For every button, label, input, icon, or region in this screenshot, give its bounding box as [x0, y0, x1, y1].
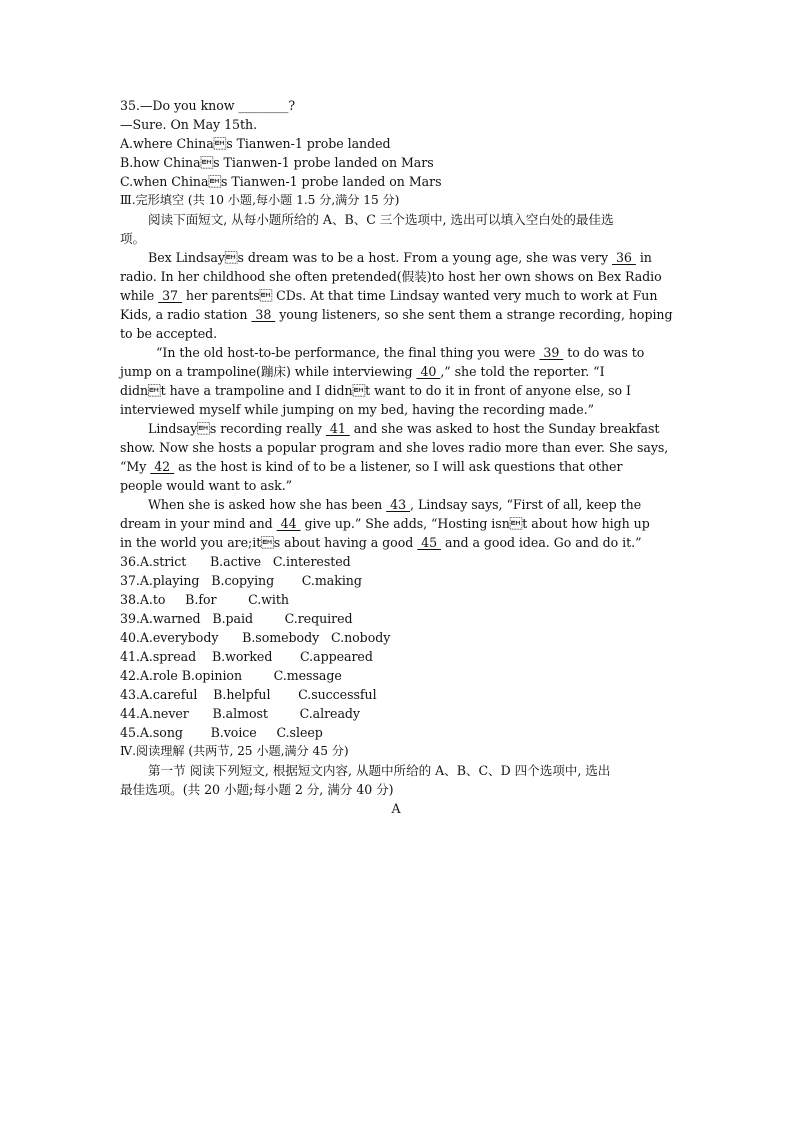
option-row-44: 44.A.never B.almost C.already [120, 706, 360, 721]
section-3-instruction: 阅读下面短文, 从每小题所给的 A、B、C 三个选项中, 选出可以填入空白处的最佳选 [148, 212, 614, 227]
option-row-43: 43.A.careful B.helpful C.successful [120, 687, 377, 702]
option-row-42: 42.A.role B.opinion C.message [120, 668, 342, 683]
blank-42: 42 [150, 459, 175, 474]
option-row-45: 45.A.song B.voice C.sleep [120, 725, 323, 740]
blank-37: 37 [158, 288, 182, 303]
passage-line [120, 533, 672, 552]
passage-text: to do was to [563, 345, 645, 360]
section-3-heading: Ⅲ.完形填空 (共 10 小题,每小题 1.5 分,满分 15 分) [120, 193, 400, 207]
option-row-40: 40.A.everybody B.somebody C.nobody [120, 630, 391, 645]
passage-text: young listeners, so she sent them a strange recording, hoping [275, 307, 673, 322]
section-4-instruction: 第一节 阅读下列短文, 根据短文内容, 从题中所给的 A、B、C、D 四个选项中, 选出 [148, 763, 611, 778]
option-row-41: 41.A.spread B.worked C.appeared [120, 649, 373, 664]
passage-line [120, 286, 672, 305]
page-content [120, 96, 672, 818]
passage-text: , Lindsay says, “First of all, keep the [410, 497, 642, 512]
passage-line [120, 419, 672, 438]
blank-43: 43 [386, 497, 411, 512]
passage-text: Bex Lindsays dream was to be a host. From a young age, she was very [148, 250, 613, 265]
passage-text: while [120, 288, 159, 303]
passage-line: didnt have a trampoline and I didnt want to do it in front of anyone else, so I [120, 383, 631, 398]
blank-36: 36 [612, 250, 636, 265]
blank-40: 40 [416, 364, 441, 379]
section-4-instruction-cont: 最佳选项。(共 20 小题;每小题 2 分, 满分 40 分) [120, 782, 394, 797]
passage-line: people would want to ask.” [120, 478, 293, 493]
option-row-39: 39.A.warned B.paid C.required [120, 611, 353, 626]
passage-label: A [391, 801, 401, 816]
question-35-option-c: C.when Chinas Tianwen-1 probe landed on Mars [120, 174, 442, 189]
blank-39: 39 [539, 345, 564, 360]
question-35-answer-line: —Sure. On May 15th. [120, 117, 258, 132]
section-4-heading: Ⅳ.阅读理解 (共两节, 25 小题,满分 45 分) [120, 744, 349, 758]
passage-line [120, 362, 672, 381]
blank-45: 45 [417, 535, 442, 550]
option-row-37: 37.A.playing B.copying C.making [120, 573, 362, 588]
section-3-instruction-cont: 项。 [120, 231, 146, 246]
passage-line: show. Now she hosts a popular program and she loves radio more than ever. She says, [120, 440, 669, 455]
passage-text: as the host is kind of to be a listener, so I will ask questions that other [174, 459, 623, 474]
passage-text: When she is asked how she has been [148, 497, 387, 512]
passage-text: give up.” She adds, “Hosting isnt about how high up [300, 516, 650, 531]
option-row-36: 36.A.strict B.active C.interested [120, 554, 351, 569]
passage-line: radio. In her childhood she often pretended(假装)to host her own shows on Bex Radio [120, 269, 662, 284]
passage-text: Lindsays recording really [148, 421, 326, 436]
passage-line [120, 248, 672, 267]
passage-text: in [635, 250, 652, 265]
passage-line [120, 457, 672, 476]
passage-line: interviewed myself while jumping on my bed, having the recording made.” [120, 402, 595, 417]
passage-text: dream in your mind and [120, 516, 277, 531]
question-35-option-a: A.where Chinas Tianwen-1 probe landed [120, 136, 391, 151]
passage-text: “In the old host-to-be performance, the final thing you were [156, 345, 540, 360]
blank-38: 38 [251, 307, 276, 322]
passage-line [120, 514, 672, 533]
passage-text: and she was asked to host the Sunday breakfast [349, 421, 660, 436]
passage-text: Kids, a radio station [120, 307, 252, 322]
passage-line [120, 305, 672, 324]
passage-line [120, 343, 672, 362]
question-35-option-b: B.how Chinas Tianwen-1 probe landed on Mars [120, 155, 434, 170]
blank-41: 41 [325, 421, 350, 436]
passage-text: ,” she told the reporter. “I [440, 364, 605, 379]
question-35-stem: 35.—Do you know ________? [120, 98, 296, 113]
passage-text: in the world you are;its about having a good [120, 535, 418, 550]
passage-text: and a good idea. Go and do it.” [441, 535, 642, 550]
passage-text: “My [120, 459, 151, 474]
option-row-38: 38.A.to B.for C.with [120, 592, 289, 607]
passage-line [120, 495, 672, 514]
blank-44: 44 [276, 516, 301, 531]
passage-line: to be accepted. [120, 326, 218, 341]
passage-text: jump on a trampoline(蹦床) while interviewing [120, 364, 417, 379]
passage-text: her parents CDs. At that time Lindsay wanted very much to work at Fun [181, 288, 658, 303]
